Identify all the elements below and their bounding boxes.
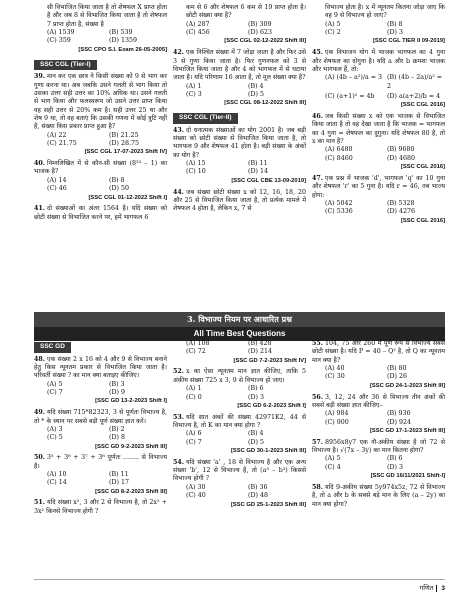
subject-label: गणित bbox=[419, 585, 434, 593]
question-text: 3⁵ + 3⁶ + 3⁷ + 3⁸ पूर्णतः ........ से विभाज्य है। bbox=[34, 454, 167, 470]
options bbox=[173, 385, 306, 402]
options bbox=[34, 471, 167, 488]
option-a: (A) 984 bbox=[325, 410, 349, 418]
option-a: (A) 5042 bbox=[325, 199, 353, 207]
source-tag: [SSC GD 17-1-2023 Shift III] bbox=[369, 427, 445, 434]
source-tag: [SSC CGL TIER II 09-2019] bbox=[372, 38, 445, 45]
option-c: (C) 900 bbox=[325, 418, 349, 426]
question-number: 54. bbox=[173, 458, 184, 466]
option-b: (B) 936 bbox=[387, 410, 411, 418]
option-b: (B) 8 bbox=[387, 20, 403, 28]
options bbox=[173, 83, 306, 100]
option-d: (D) 50 bbox=[109, 185, 129, 193]
option-a: (A) 108 bbox=[186, 340, 210, 347]
options bbox=[34, 177, 167, 194]
option-a: (A) 1 bbox=[186, 82, 202, 90]
option-a: (A) 6480 bbox=[325, 146, 353, 154]
question-50 bbox=[34, 454, 167, 496]
option-d: (D) 4276 bbox=[387, 208, 415, 216]
question-number: 46. bbox=[312, 113, 323, 120]
question-44-cont bbox=[312, 4, 445, 46]
options bbox=[34, 29, 167, 46]
question-44 bbox=[173, 189, 306, 214]
source-tag: [SSC CGL 02-12-2022 Shift III] bbox=[224, 38, 306, 45]
question-53 bbox=[173, 414, 306, 456]
option-b: (B) 9680 bbox=[387, 146, 415, 154]
page-footer bbox=[420, 585, 445, 594]
option-d: (D) 4680 bbox=[387, 154, 415, 162]
question-number: 55. bbox=[312, 340, 323, 347]
option-b: (B) 539 bbox=[109, 29, 133, 37]
option-c: (C) 456 bbox=[186, 29, 210, 37]
question-number: 53. bbox=[173, 413, 184, 421]
question-number: 57. bbox=[312, 438, 323, 446]
question-54 bbox=[173, 459, 306, 510]
option-b: (B) 6 bbox=[387, 455, 403, 463]
question-39 bbox=[34, 73, 167, 157]
option-c: (C) 4 bbox=[325, 463, 341, 471]
option-a: (A) 30 bbox=[186, 483, 206, 491]
question-57 bbox=[312, 439, 445, 481]
option-c: (C) 72 bbox=[186, 348, 206, 356]
option-c: (C) 21.75 bbox=[47, 140, 77, 148]
question-number: 52. bbox=[173, 368, 184, 376]
options bbox=[173, 430, 306, 447]
option-d: (D) 28.75 bbox=[109, 140, 139, 148]
option-a: (A) 14 bbox=[47, 176, 67, 184]
options bbox=[312, 21, 445, 38]
source-tag: [SSC CPO S.I. Exam 26-05-2005] bbox=[78, 46, 167, 53]
question-text: निम्नलिखित में से कौन-सी संख्या (8³³ – 1) का भाजक है? bbox=[34, 160, 167, 176]
option-b: (B) 2 bbox=[109, 425, 125, 433]
bottom-column-2 bbox=[173, 340, 306, 519]
options bbox=[34, 426, 167, 443]
option-c: (C) (a+1)² = 4b bbox=[325, 92, 375, 100]
source-tag: [SSC GD 7-2-2023 Shift IV] bbox=[233, 357, 306, 364]
source-tag: [SSC CGL 2016] bbox=[400, 102, 445, 109]
option-d: (D) 1359 bbox=[109, 37, 137, 45]
question-text: एक विभाजन योग में भाजक भागफल का 4 गुना और शेषफल का दोगुना है। यदि a और b क्रमशः भाजक और भागफल हैं, तो: bbox=[312, 49, 445, 73]
question-text: दो धनात्मक संख्याओं का योग 2001 है। जब बड़ी संख्या को छोटी संख्या से विभाजित किया जाता है, तो भागफल 9 और शेषफल 41 होता है। बड़ी संख्या के अंकों का योग है? bbox=[173, 126, 306, 159]
options bbox=[173, 340, 306, 357]
bottom-columns bbox=[34, 340, 445, 519]
option-a: (A) 3 bbox=[47, 425, 63, 433]
source-tag: [SSC CGL 2016] bbox=[400, 217, 445, 224]
options bbox=[34, 132, 167, 149]
source-tag: [SSC CGL 17-07-2023 Shift IV] bbox=[84, 149, 167, 156]
option-a: (A) 5 bbox=[325, 20, 341, 28]
option-a: (A) 22 bbox=[47, 131, 67, 139]
question-number: 49. bbox=[34, 409, 45, 417]
option-d: (D) 623 bbox=[248, 29, 272, 37]
option-c: (C) 3 bbox=[186, 90, 202, 98]
question-number: 40. bbox=[34, 160, 45, 168]
option-b: (B) 3 bbox=[109, 380, 125, 388]
option-d: (D) 48 bbox=[248, 492, 268, 500]
option-a: (A) 5 bbox=[47, 380, 63, 388]
option-b: (B) 21.25 bbox=[109, 131, 139, 139]
question-text: दो संख्याओं का अंतर 1564 है। यदि संख्या को छोटी संख्या से विभाजित करने पर, हमें भागफल 6 bbox=[34, 205, 167, 221]
question-40 bbox=[34, 160, 167, 202]
question-55 bbox=[312, 340, 445, 391]
option-d: (D) 3 bbox=[387, 29, 403, 37]
options bbox=[173, 484, 306, 501]
question-41 bbox=[34, 205, 167, 222]
question-number: 41. bbox=[34, 205, 45, 213]
question-number: 58. bbox=[312, 483, 323, 491]
option-d: (D) 9 bbox=[109, 389, 125, 397]
question-number: 48. bbox=[34, 355, 45, 363]
question-text: मान कर एक छात्र ने किसी संख्या को 9 से भाग कर गुणा करना था। अब जबकि उसने गलती से भाग किया तो उसका उत्तर सही उत्तर का 10% अधिक था। उसने गलती से भाग किया और फलस्वरूप जो उसने उत्तर प्राप्त किया वह सही उत्तर से 20% कम है। सही उत्तर 25 था और शेष 9 था, तो वह बताएं कि उसकी गणना में कोई त्रुटि नहीं है, संख्या किस प्रकार प्राप्त हुआ है? bbox=[34, 73, 167, 131]
option-d: (D) 17 bbox=[109, 479, 129, 487]
question-45 bbox=[312, 49, 445, 110]
question-41-cont bbox=[173, 4, 306, 46]
question-number: 51. bbox=[34, 499, 45, 507]
question-text: यदि सात अंकों की संख्या 42971K2, 44 से विभाज्य है, तो K का मान क्या होगा ? bbox=[173, 413, 306, 429]
question-47 bbox=[312, 175, 445, 226]
option-b: (B) 6 bbox=[248, 385, 264, 393]
source-tag: [SSC GD 24-1-2023 Shift III] bbox=[369, 382, 445, 389]
source-tag: [SSC GD 9-2-2023 Shift III] bbox=[95, 443, 167, 450]
option-d: (D) 8 bbox=[109, 434, 125, 442]
question-49 bbox=[34, 409, 167, 451]
option-a: (A) 1 bbox=[186, 385, 202, 393]
question-number: 39. bbox=[34, 73, 45, 81]
option-c: (C) 0 bbox=[186, 393, 202, 401]
option-a: (A) 40 bbox=[325, 365, 345, 373]
options bbox=[173, 160, 306, 177]
top-column-1 bbox=[34, 4, 167, 228]
question-number: 43. bbox=[173, 126, 184, 134]
option-b: (B) 80 bbox=[387, 365, 407, 373]
chapter-banner bbox=[34, 312, 445, 341]
question-46 bbox=[312, 113, 445, 172]
source-tag: [SSC CGL CBE 13-09-2019] bbox=[231, 177, 306, 184]
options bbox=[312, 74, 445, 101]
option-d: (D) 14 bbox=[248, 168, 268, 176]
option-c: (C) 40 bbox=[186, 492, 206, 500]
question-text: कम से 6 और शेषफल 6 कम से 19 प्राप्त होता है। छोटी संख्या क्या है? bbox=[186, 4, 306, 20]
question-text: जब किसी संख्या x को एक भाजक से विभाजित किया जाता है तो वह देखा जाता है कि भाजक = भागफल का 4 गुना = शेषफल का दुगुना। यदि शेषफल 80 है, तो x का मान है? bbox=[312, 113, 445, 146]
option-b: (B) 428 bbox=[248, 340, 272, 347]
source-tag: [SSC GD 13-2-2023 Shift I] bbox=[95, 398, 167, 405]
question-text: यदि संख्या 'a' , 18 से विभाज्य है और एक अन्य संख्या 'b', 12 से विभाज्य है, तो (a³ – b³) किससे विभाज्य होगी ? bbox=[173, 458, 306, 483]
source-tag: [SSC CGL 08-12-2022 Shift III] bbox=[224, 100, 306, 107]
question-48 bbox=[34, 356, 167, 407]
options bbox=[312, 146, 445, 163]
chapter-title: 3. विभाज्य नियम पर आधारित प्रश्न bbox=[34, 312, 445, 327]
options bbox=[312, 365, 445, 382]
top-columns bbox=[34, 4, 445, 228]
option-c: (C) 359 bbox=[47, 37, 71, 45]
option-b: (B) 36 bbox=[248, 483, 268, 491]
option-d: (D) 3 bbox=[387, 463, 403, 471]
question-52 bbox=[173, 368, 306, 410]
option-b: (B) 309 bbox=[248, 20, 272, 28]
options bbox=[312, 410, 445, 427]
footer-rule bbox=[34, 579, 445, 580]
option-b: (B) 11 bbox=[248, 160, 268, 168]
question-47-cont bbox=[173, 340, 306, 365]
question-43 bbox=[173, 127, 306, 186]
option-d: (D) 5 bbox=[248, 438, 264, 446]
question-text: एक निश्चित संख्या में 7 जोड़ा जाता है और फिर उसे 3 से गुणा किया जाता है। फिर गुणनफल को 3 से विभाजित किया जाता है और 4 को भागफल में से घटाया जाता है। यदि परिणाम 16 आता है, तो मूल संख्या क्या है? bbox=[173, 49, 306, 82]
option-c: (C) 46 bbox=[47, 185, 67, 193]
question-51 bbox=[34, 499, 167, 516]
question-text: 8956x8y7 एक नौ-अंकीय संख्या है जो 72 से विभाज्य है। √(7x – 3y) का मान कितना होगा? bbox=[312, 438, 445, 454]
source-tag: [SSC GD 25-1-2023 Shift III] bbox=[230, 501, 306, 508]
question-58 bbox=[312, 484, 445, 509]
options bbox=[312, 200, 445, 217]
question-56 bbox=[312, 394, 445, 436]
bottom-column-3 bbox=[312, 340, 445, 519]
option-b: (B) 4 bbox=[248, 82, 264, 90]
question-number: 50. bbox=[34, 454, 45, 462]
option-d: (D) 5 bbox=[248, 90, 264, 98]
question-text: जब संख्या छोटी संख्या x को 12, 16, 18, 20 और 25 से विभाजित किया जाता है, तो प्रत्येक मामले में शेषफल 4 होता है, लेकिन x, 7 से bbox=[173, 188, 306, 213]
question-text: यदि 9-अंकीय संख्या 5y974x5z, 72 से विभाज्य है, तो a और b के सबसे बड़े मान के लिए (a – 2y) का मान क्या होगा? bbox=[312, 483, 445, 508]
option-a: (A) 6 bbox=[186, 430, 202, 438]
question-number: 56. bbox=[312, 393, 323, 401]
question-text: एक संख्या 2 x 16 को 4 और 9 से विभाज्य बनाने हेतु किस न्यूनतम प्रकार से विभाजित किया जाता है। परिवर्ती संख्या ? का मान क्या बताइए कीजिए। bbox=[34, 355, 167, 380]
section-heading: SSC GD bbox=[34, 342, 71, 353]
option-c: (C) 30 bbox=[325, 373, 345, 381]
option-a: (A) 287 bbox=[186, 20, 210, 28]
option-a: (A) 15 bbox=[186, 160, 206, 168]
question-text: x का ऐसा न्यूनतम मान ज्ञात कीजिए, ताकि 5 अंकीय संख्या 725 x 3, 9 से विभाज्य हो जाए। bbox=[173, 368, 306, 384]
question-text: एक प्रश्न में भाजक 'd', भागफल 'q' का 10 गुना और शेषफल 'r' का 5 गुना है। यदि r = 46, तब भाज्य होगा: bbox=[312, 174, 445, 199]
option-c: (C) 10 bbox=[186, 168, 206, 176]
option-d: (D) 26 bbox=[387, 373, 407, 381]
question-text: सी विभाजित किया जाता है तो शेषफल X प्राप्त होता है और जब 8 से विभाजित किया जाता है तो शेषफल 7 प्राप्त होता है, संख्या है bbox=[47, 4, 167, 28]
options bbox=[34, 381, 167, 398]
question-number: 42. bbox=[173, 49, 184, 57]
chapter-subtitle: All Time Best Questions bbox=[34, 327, 445, 342]
option-d: (D) 3 bbox=[248, 393, 264, 401]
option-b: (B) 8 bbox=[109, 176, 125, 184]
option-a: (A) 1539 bbox=[47, 29, 75, 37]
question-text: यदि संख्या 715*82323, 3 से पूर्णतः विभाज्य है, तो * के स्थान पर सबसे बड़ी पूर्ण संख्या ज्ञात करें। bbox=[34, 409, 167, 425]
option-a: (A) 5 bbox=[325, 455, 341, 463]
option-b: (B) 4 bbox=[248, 430, 264, 438]
option-a: (A) (4b – a²)/a = 3 bbox=[325, 74, 383, 82]
bottom-column-1 bbox=[34, 340, 167, 519]
options bbox=[173, 21, 306, 38]
source-tag: [SSC GD 16/11/2021 Shift-I] bbox=[370, 473, 445, 480]
question-text: यदि संख्या x², 3 और 2 से विभाज्य है, तो 2x² + 3x² किनसे विभाज्य होगी ? bbox=[34, 499, 167, 515]
source-tag: [SSC CGL 2016] bbox=[400, 164, 445, 171]
source-tag: [SSC GD 6-2-2023 Shift I] bbox=[237, 402, 306, 409]
option-b: (B) 5328 bbox=[387, 199, 415, 207]
option-c: (C) 7 bbox=[47, 389, 63, 397]
question-text: 3, 12, 24 और 36 से विभाज्य तीन अंकों की सबसे बड़ी संख्या ज्ञात कीजिए– bbox=[312, 393, 445, 409]
option-c: (C) 2 bbox=[325, 29, 341, 37]
question-text: विभाज्य होता है। x में न्यूनतम कितना जोड़ा जाए कि वह 9 से विभाज्य हो जाए? bbox=[325, 4, 445, 20]
option-d: (D) 214 bbox=[248, 348, 272, 356]
question-number: 47. bbox=[312, 174, 323, 182]
options bbox=[312, 455, 445, 472]
option-c: (C) 5336 bbox=[325, 208, 353, 216]
section-heading: SSC CGL (Tier-I) bbox=[34, 60, 97, 71]
source-tag: [SSC GD 8-2-2023 Shift III] bbox=[95, 488, 167, 495]
question-42 bbox=[173, 49, 306, 108]
source-tag: [SSC GD 30-1-2023 Shift III] bbox=[230, 448, 306, 454]
question-text: 104, 75 और 260 में पूर्ण रूप से विभाज्य सबसे छोटी संख्या है। यदि P = 40 – Q² है, तो Q का न्यूनतम मान क्या है? bbox=[312, 340, 445, 364]
option-c: (C) 14 bbox=[47, 479, 67, 487]
section-heading: SSC CGL (Tier-II) bbox=[173, 113, 238, 124]
option-c: (C) 5 bbox=[47, 434, 63, 442]
option-c: (C) 8460 bbox=[325, 154, 353, 162]
top-column-2 bbox=[173, 4, 306, 228]
option-b: (B) (4b – 2a)/a² = 2 bbox=[387, 74, 443, 90]
question-38-cont bbox=[34, 4, 167, 55]
question-number: 45. bbox=[312, 49, 323, 57]
option-b: (B) 11 bbox=[109, 471, 129, 478]
page-number: 3 bbox=[436, 585, 445, 592]
question-number: 44. bbox=[173, 188, 184, 196]
top-column-3 bbox=[312, 4, 445, 228]
source-tag: [SSC CGL 01-12-2022 Shift I] bbox=[88, 194, 167, 201]
option-d: (D) a(a+2)/b = 4 bbox=[387, 92, 441, 100]
option-a: (A) 10 bbox=[47, 471, 67, 478]
option-d: (D) 924 bbox=[387, 418, 411, 426]
option-c: (C) 7 bbox=[186, 438, 202, 446]
